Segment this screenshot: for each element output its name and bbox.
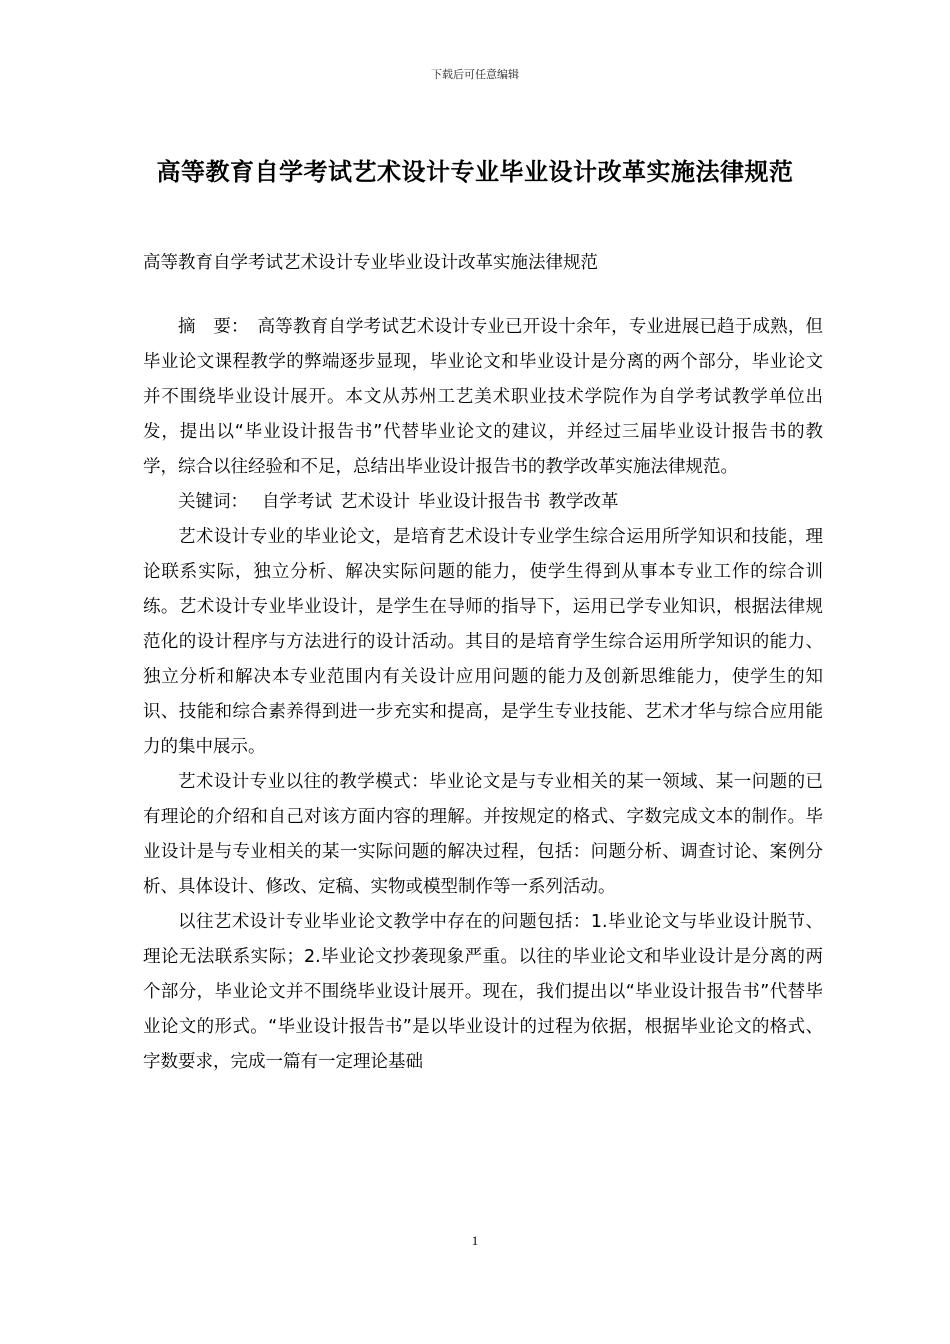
abstract-label: 摘 要： [178,317,240,337]
body-paragraph: 艺术设计专业的毕业论文，是培育艺术设计专业学生综合运用所学知识和技能，理论联系实际，独立分析、解决实际问题的能力，使学生得到从事本专业工作的综合训练。艺术设计专业毕业设计，是学生在导师的指导下，运用已学专业知识，根据法律规范化的设计程序与方法进行的设计活动。其目的是培育学生综合运用所学知识的能力、独立分析和解决本专业范围内有关设计应用问题的能力及创新思维能力，使学生的知识、技能和综合素养得到进一步充实和提高，是学生专业技能、艺术才华与综合应用能力的集中展示。 [143,527,823,757]
document-title: 高等教育自学考试艺术设计专业毕业设计改革实施法律规范 [156,158,794,186]
abstract-text: 高等教育自学考试艺术设计专业已开设十余年，专业进展已趋于成熟，但毕业论文课程教学的弊端逐步显现，毕业论文和毕业设计是分离的两个部分，毕业论文并不围绕毕业设计展开。本文从苏州工艺美术职业技术学院作为自学考试教学单位出发，提出以“毕业设计报告书”代替毕业论文的建议，并经过三届毕业设计报告书的教学，综合以往经验和不足，总结出毕业设计报告书的教学改革实施法律规范。 [143,317,824,477]
keyword-item: 自学考试 [262,492,332,512]
abstract-paragraph [143,310,823,485]
keywords-label: 关键词： [178,492,248,512]
keyword-item: 教学改革 [548,492,619,512]
keywords-line [143,485,823,520]
page-number: 1 [471,1233,479,1248]
keyword-item: 毕业设计报告书 [418,492,541,512]
body-paragraph: 艺术设计专业以往的教学模式：毕业论文是与专业相关的某一领域、某一问题的已有理论的介绍和自己对该方面内容的理解。并按规定的格式、字数完成文本的制作。毕业设计是与专业相关的某一实际问题的解决过程，包括：问题分析、调查讨论、案例分析、具体设计、修改、定稿、实物或模型制作等一系列活动。 [143,772,823,897]
body-paragraph: 以往艺术设计专业毕业论文教学中存在的问题包括：1.毕业论文与毕业设计脱节、理论无法联系实际；2.毕业论文抄袭现象严重。以往的毕业论文和毕业设计是分离的两个部分，毕业论文并不围绕毕业设计展开。现在，我们提出以“毕业设计报告书”代替毕业论文的形式。“毕业设计报告书”是以毕业设计的过程为依据，根据毕业论文的格式、字数要求，完成一篇有一定理论基础 [143,912,823,1072]
keyword-item: 艺术设计 [340,492,410,512]
document-body [143,246,823,1080]
header-note: 下载后可任意编辑 [431,68,519,81]
document-subtitle: 高等教育自学考试艺术设计专业毕业设计改革实施法律规范 [143,253,598,273]
